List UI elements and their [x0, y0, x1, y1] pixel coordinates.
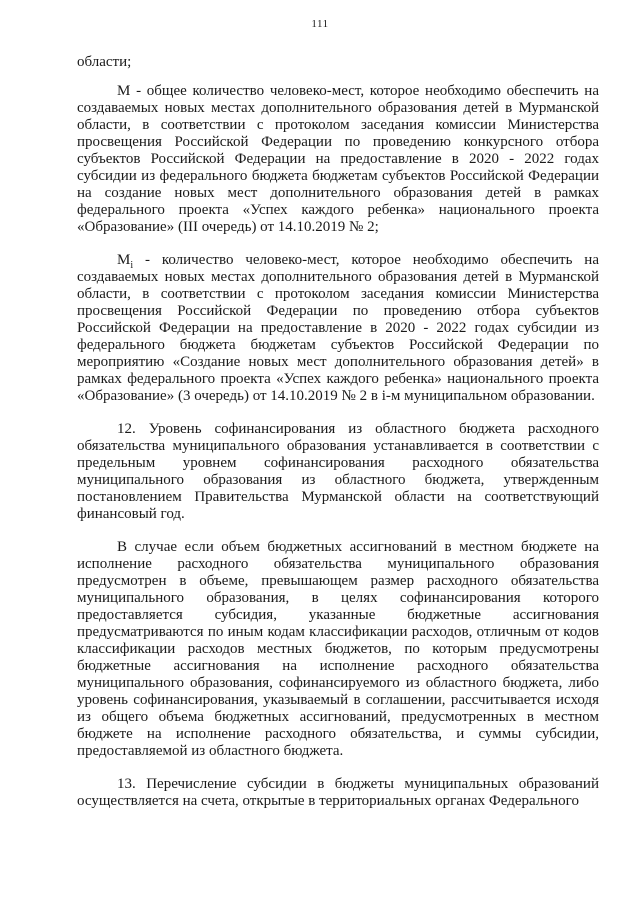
paragraph-clause-13: 13. Перечисление субсидии в бюджеты муниципальных образований осуществляется на счета, открытые в территориальных органах Федерального — [77, 776, 599, 809]
symbol-subscript-i: i — [130, 260, 134, 271]
paragraph-continuation: области; — [77, 54, 132, 70]
paragraph-mi-definition — [77, 252, 599, 405]
paragraph-clause-12: 12. Уровень софинансирования из областного бюджета расходного обязательства муниципального образования устанавливается в соответствии с предельным уровнем софинансирования расходного обязательства муниципального образования из областного бюджета, утвержденным постановлением Правительства Мурманской области на соответствующий финансовый год. — [77, 421, 599, 522]
symbol-dash: - — [133, 252, 162, 268]
paragraph-m-definition: М - общее количество человеко-мест, которое необходимо обеспечить на создаваемых новых местах дополнительного образования детей в Мурманской области, в соответствии с протоколом заседания комиссии Министерства просвещения Российской Федерации по проведению конкурсного отбора субъектов Российской Федерации на предоставление в 2020 - 2022 годах субсидии из федерального бюджета бюджетам субъектов Российской Федерации на создание новых мест дополнительного образования детей в рамках федерального проекта «Успех каждого ребенка» национального проекта «Образование» (III очередь) от 14.10.2019 № 2; — [77, 83, 599, 235]
symbol-m: М — [117, 252, 131, 268]
paragraph-budget-case: В случае если объем бюджетных ассигнований в местном бюджете на исполнение расходного обязательства муниципального образования предусмотрен в объеме, превышающем размер расходного обязательства муниципального образования, в целях софинансирования которого предоставляется субсидия, указанные бюджетные ассигнования предусматриваются по иным кодам классификации расходов, отличным от кодов классификации расходов местных бюджетов, по которым предусмотрены бюджетные ассигнования на исполнение расходного обязательства муниципального образования, софинансируемого из областного бюджета, либо уровень софинансирования, указываемый в соглашении, рассчитывается исходя из общего объема бюджетных ассигнований, предусмотренных в местном бюджете на исполнение расходного обязательства, и суммы субсидии, предоставляемой из областного бюджета. — [77, 539, 599, 759]
paragraph-mi-text: количество человеко-мест, которое необходимо обеспечить на создаваемых новых местах дополнительного образования детей в Мурманской области, в соответствии с протоколом заседания комиссии Министерства просвещения Российской Федерации по проведению отбора субъектов Российской Федерации на предоставление в 2020 - 2022 годах субсидии из федерального бюджета бюджетам субъектов Российской Федерации по мероприятию «Создание новых мест дополнительного образования детей» в рамках федерального проекта «Успех каждого ребенка» национального проекта «Образование» (3 очередь) от 14.10.2019 № 2 в i-м муниципальном образовании. — [77, 252, 599, 404]
document-body — [77, 54, 599, 826]
page-number: 111 — [311, 18, 329, 30]
